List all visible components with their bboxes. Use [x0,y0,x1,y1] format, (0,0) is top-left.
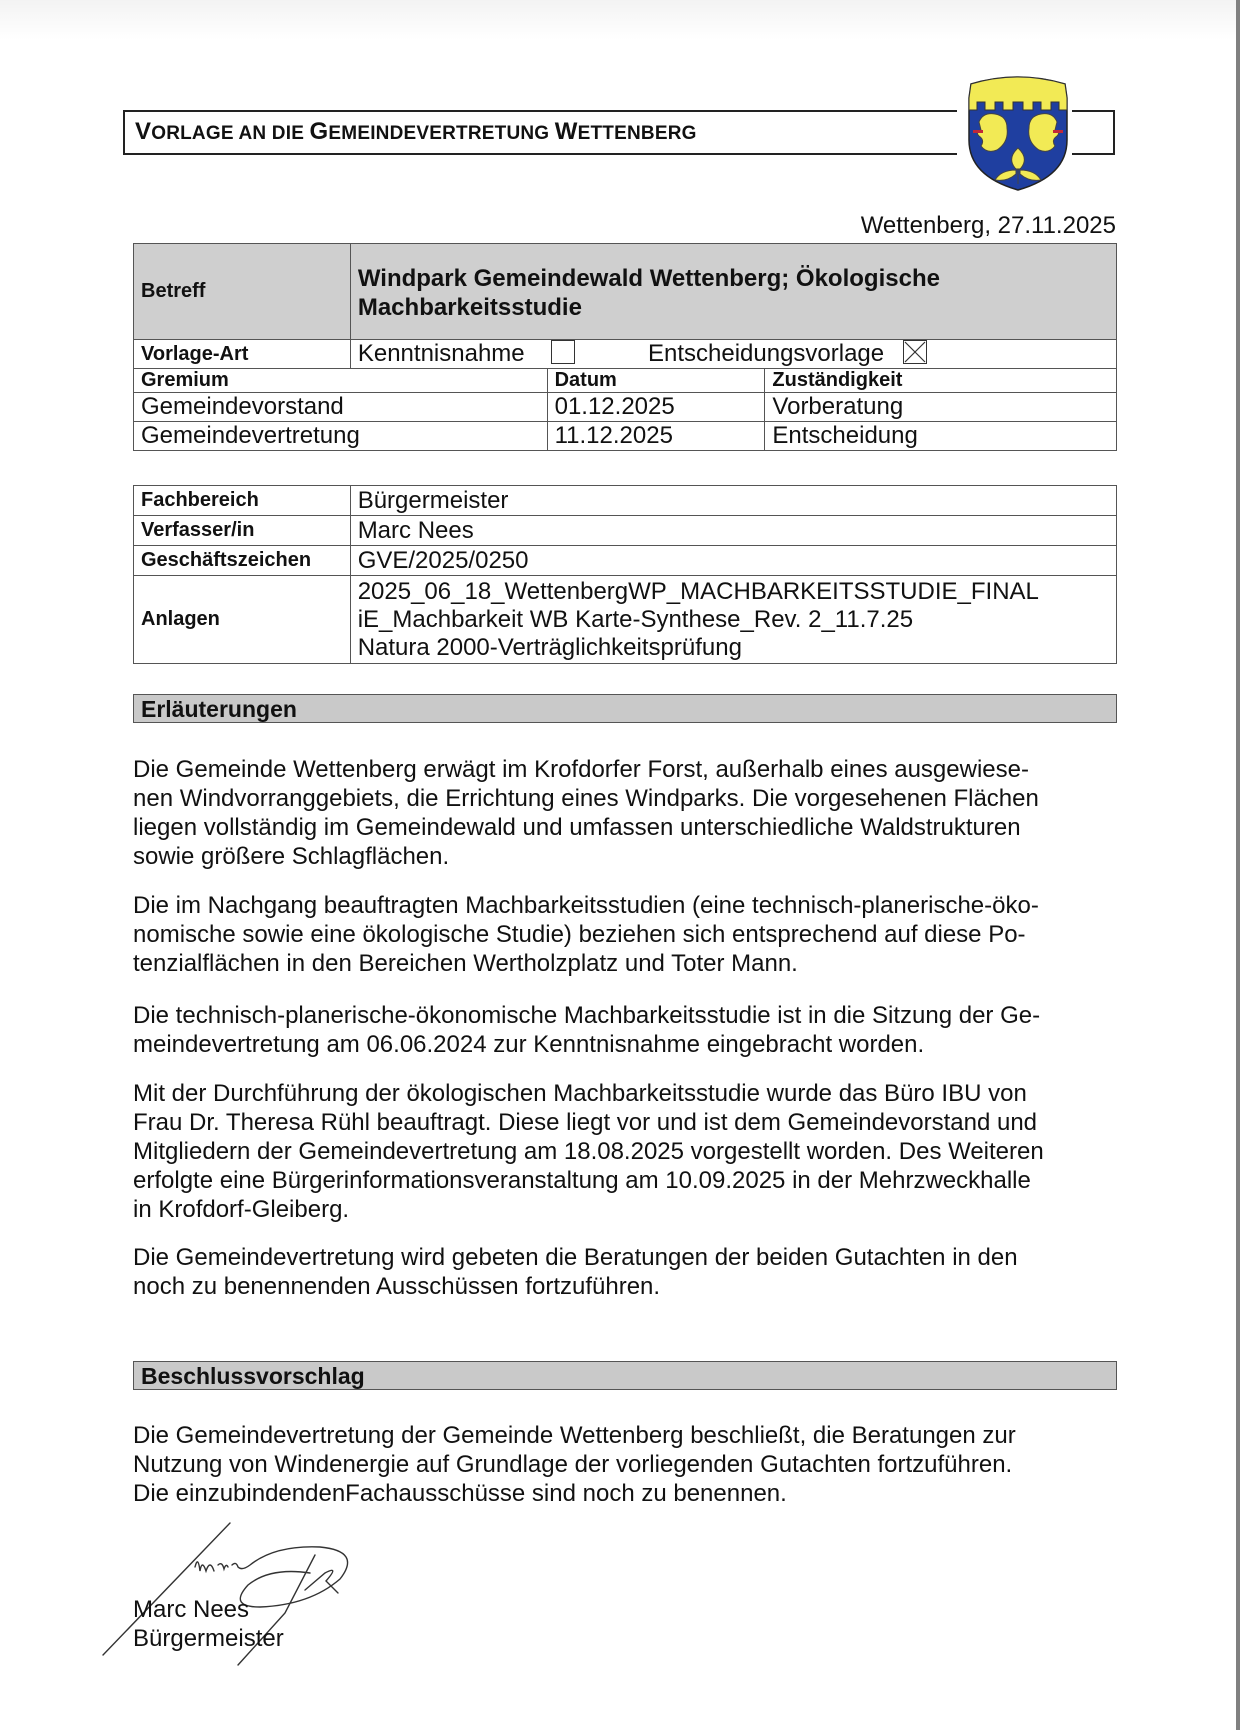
verfasser-row [134,516,1117,546]
paragraph: Die Gemeindevertretung wird gebeten die Beratungen der beiden Gutachten in den noch zu benennenden Ausschüssen fortzuführen. [133,1244,1018,1300]
signer-name: Marc Nees [133,1596,250,1623]
document-date: Wettenberg, 27.11.2025 [860,212,1116,239]
paragraph: Mit der Durchführung der ökologischen Machbarkeitsstudie wurde das Büro IBU von Frau Dr. Theresa Rühl beauftragt. Diese liegt vor und ist dem Gemeindevorstand und Mitgliedern der Gemeindevertretung am 18.08.2025 vorgestellt worden. Des Weiteren erfolgte eine Bürgerinformationsveranstaltung am 10.09.2025 in der Mehrzweckhalle in Krofdorf-Gleiberg. [133,1080,1044,1223]
document-title: VORLAGE AN DIE GEMEINDEVERTRETUNG WETTENBERG [135,118,697,145]
geschaeftszeichen-label: Geschäftszeichen [134,546,351,576]
paragraph: Die im Nachgang beauftragten Machbarkeitsstudien (eine technisch-planerische-öko- nomische sowie eine ökologische Studie) beziehen sich entsprechend auf diese Po- tenzialflächen in den Bereichen Wertholzplatz und Toter Mann. [133,892,1039,977]
betreff-row [134,244,1117,340]
kenntnisnahme-checkbox[interactable] [551,340,575,364]
gremium-cell: Gemeindevorstand [134,393,548,422]
verfasser-label: Verfasser/in [134,516,351,546]
coat-of-arms-icon [963,70,1073,192]
gremium-cell: Gemeindevertretung [134,422,548,451]
page-top-shade [0,0,1236,40]
column-header-gremium: Gremium [134,369,548,393]
section-heading-erlaeuterungen: Erläuterungen [133,694,1117,723]
column-header-zustaendigkeit: Zuständigkeit [765,369,1117,393]
signature-block [133,1595,284,1653]
option-entscheidungsvorlage-label: Entscheidungsvorlage [647,340,885,367]
anlage-item[interactable]: 2025_06_18_WettenbergWP_MACHBARKEITSSTUDIE_FINAL [357,577,1039,605]
betreff-value: Windpark Gemeindewald Wettenberg; Ökologische Machbarkeitsstudie [350,244,1116,340]
fachbereich-label: Fachbereich [134,486,351,516]
option-kenntnisnahme-label: Kenntnisnahme [357,340,525,367]
anlagen-label: Anlagen [134,576,351,664]
viewer-scrollbar-edge[interactable] [1236,0,1240,1730]
paragraph: Die Gemeinde Wettenberg erwägt im Krofdorfer Forst, außerhalb eines ausgewiese- nen Windvorranggebiets, die Errichtung eines Windparks. Die vorgesehenen Flächen liegen vollständig im Gemeindewald und umfassen unterschiedliche Waldstrukturen sowie größere Schlagflächen. [133,756,1039,870]
anlagen-row [134,576,1117,664]
fachbereich-value: Bürgermeister [350,486,1116,516]
column-header-datum: Datum [547,369,765,393]
vorlage-art-options [350,340,1116,369]
entscheidungsvorlage-checkbox[interactable] [903,340,927,364]
anlagen-list [350,576,1116,664]
signer-role: Bürgermeister [133,1625,284,1652]
zustaendigkeit-cell: Vorberatung [765,393,1117,422]
betreff-label: Betreff [134,244,351,340]
info-table [133,485,1117,664]
geschaeftszeichen-value: GVE/2025/0250 [350,546,1116,576]
geschaeftszeichen-row [134,546,1117,576]
datum-cell: 01.12.2025 [547,393,765,422]
datum-cell: 11.12.2025 [547,422,765,451]
anlage-item[interactable]: iE_Machbarkeit WB Karte-Synthese_Rev. 2_11.7.25 [357,605,914,633]
table-row [134,393,1117,422]
gremium-header-row [134,369,1117,393]
paragraph: Die technisch-planerische-ökonomische Machbarkeitsstudie ist in die Sitzung der Ge- meindevertretung am 06.06.2024 zur Kenntnisnahme eingebracht worden. [133,1002,1041,1058]
table-row [134,422,1117,451]
zustaendigkeit-cell: Entscheidung [765,422,1117,451]
meta-table [133,243,1117,451]
vorlage-art-row [134,340,1117,369]
verfasser-value: Marc Nees [350,516,1116,546]
anlage-item[interactable]: Natura 2000-Verträglichkeitsprüfung [357,633,742,661]
fachbereich-row [134,486,1117,516]
beschluss-text: Die Gemeindevertretung der Gemeinde Wettenberg beschließt, die Beratungen zur Nutzung von Windenergie auf Grundlage der vorliegenden Gutachten fortzuführen. Die einzubindendenFachausschüsse sind noch zu benennen. [133,1422,1016,1507]
vorlage-art-label: Vorlage-Art [134,340,351,369]
checked-x-icon [904,341,926,363]
section-heading-beschlussvorschlag: Beschlussvorschlag [133,1361,1117,1390]
